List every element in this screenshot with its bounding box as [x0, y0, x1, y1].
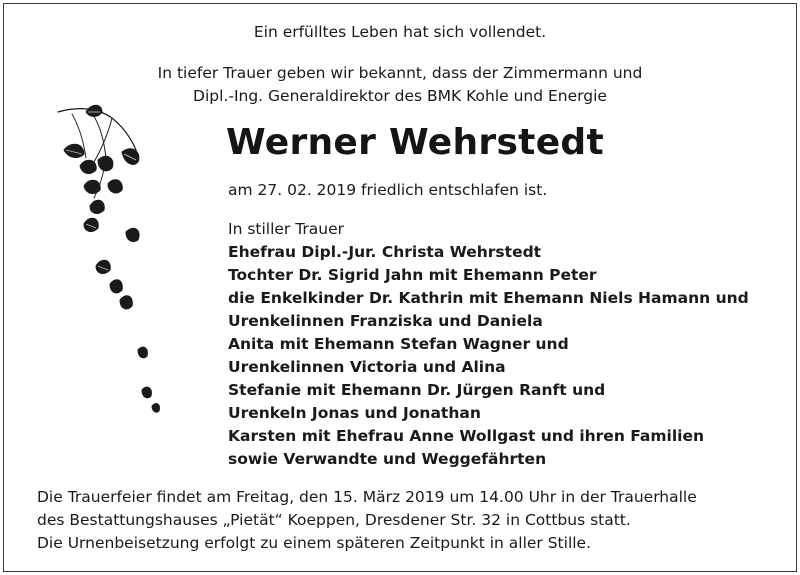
mourner-line: Ehefrau Dipl.-Jur. Christa Wehrstedt — [228, 243, 542, 261]
deceased-name: Werner Wehrstedt — [226, 122, 604, 163]
mourner-line: Tochter Dr. Sigrid Jahn mit Ehemann Peter — [228, 266, 597, 284]
mourner-line: die Enkelkinder Dr. Kathrin mit Ehemann Niels Hamann und — [228, 289, 749, 307]
announcement-line-2: Dipl.-Ing. Generaldirektor des BMK Kohle und Energie — [193, 87, 607, 105]
mourner-line: Anita mit Ehemann Stefan Wagner und — [228, 335, 569, 353]
death-line: am 27. 02. 2019 friedlich entschlafen ist. — [228, 181, 548, 199]
mourner-line: Urenkelinnen Victoria und Alina — [228, 358, 506, 376]
mourner-line: Stefanie mit Ehemann Dr. Jürgen Ranft und — [228, 381, 606, 399]
mourner-line: Urenkelinnen Franziska und Daniela — [228, 312, 543, 330]
falling-leaves-icon — [50, 100, 170, 430]
intro-line: Ein erfülltes Leben hat sich vollendet. — [253, 23, 547, 41]
mourner-line: Karsten mit Ehefrau Anne Wollgast und ihren Familien — [228, 427, 705, 445]
mourner-line: sowie Verwandte und Weggefährten — [228, 450, 547, 468]
mourner-line: Urenkeln Jonas und Jonathan — [228, 404, 481, 422]
ceremony-line-2: des Bestattungshauses „Pietät“ Koeppen, Dresdener Str. 32 in Cottbus statt. — [37, 511, 631, 529]
mourners-heading: In stiller Trauer — [228, 220, 345, 238]
ceremony-line-1: Die Trauerfeier findet am Freitag, den 15. März 2019 um 14.00 Uhr in der Trauerhalle — [37, 488, 697, 506]
announcement-line-1: In tiefer Trauer geben wir bekannt, dass der Zimmermann und — [157, 64, 643, 82]
ceremony-line-3: Die Urnenbeisetzung erfolgt zu einem späteren Zeitpunkt in aller Stille. — [37, 534, 592, 552]
